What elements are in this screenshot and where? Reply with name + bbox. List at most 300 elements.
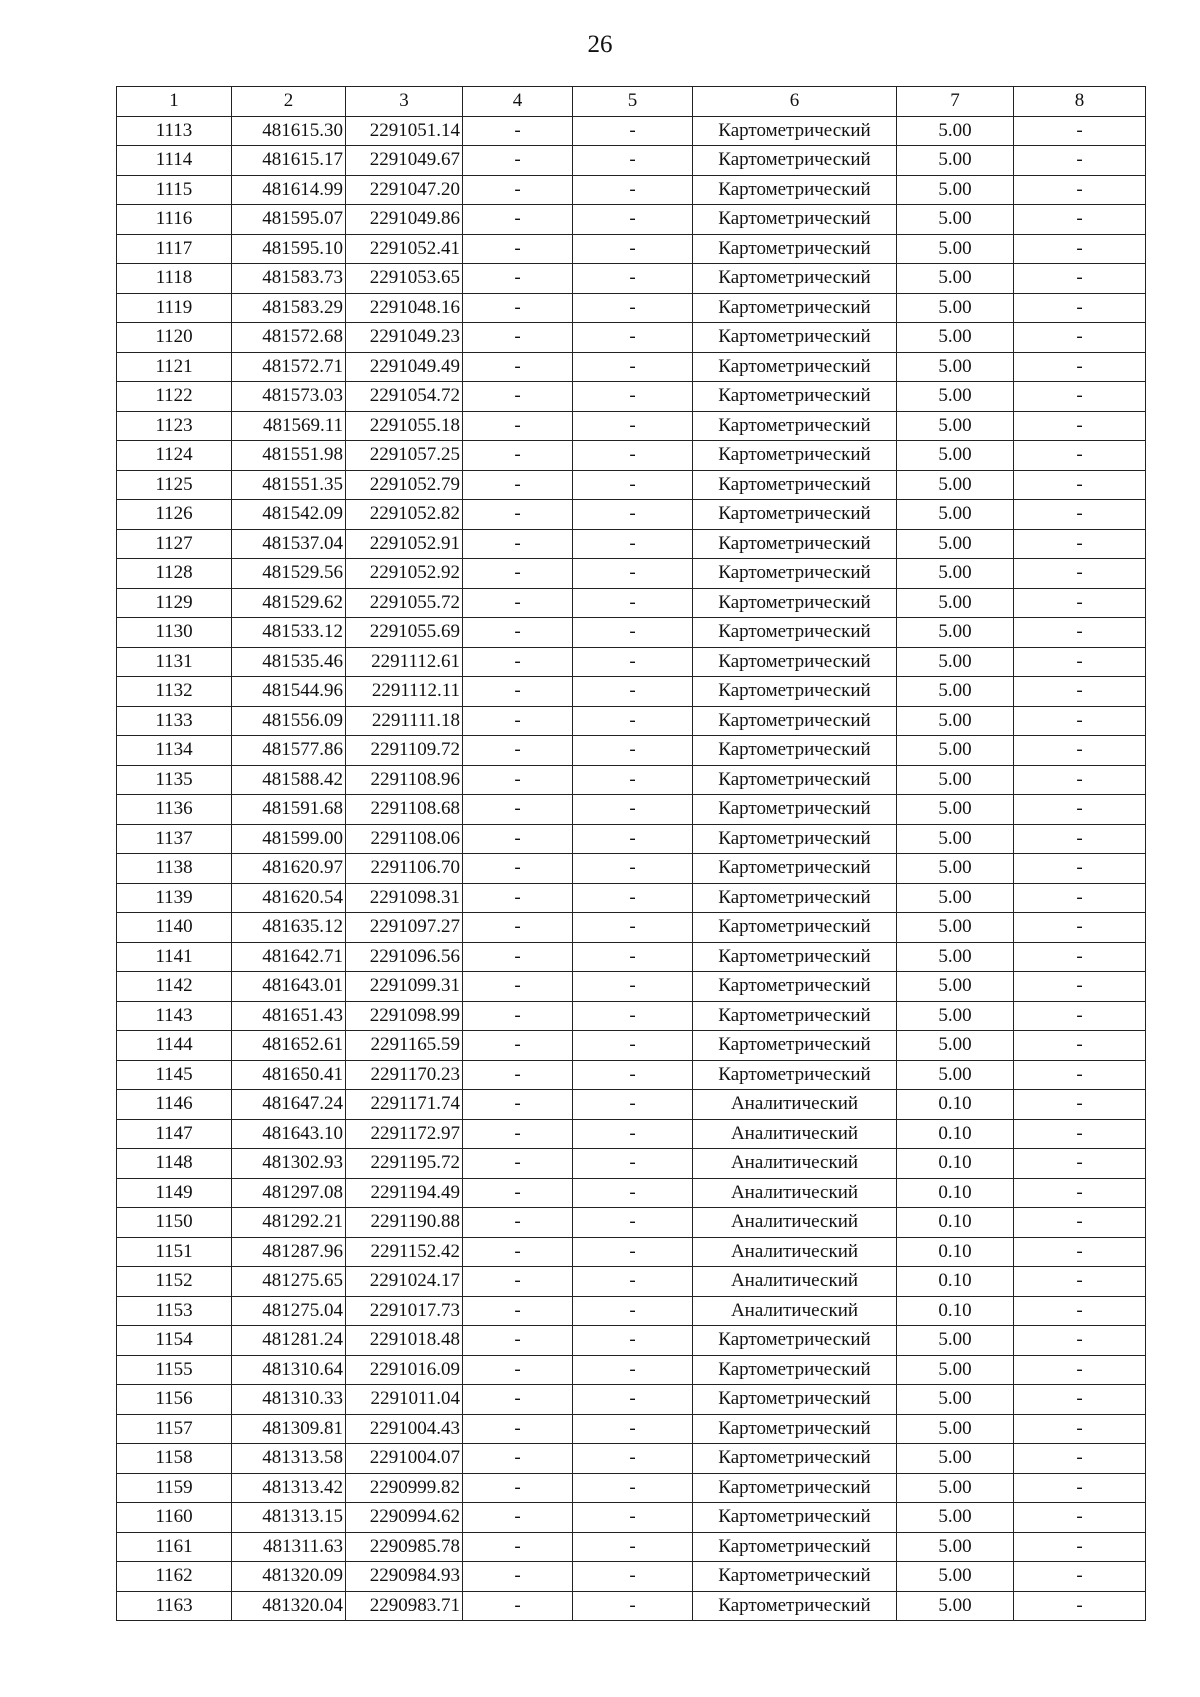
column-8-cell: -	[1014, 765, 1146, 795]
x-coordinate-cell: 481583.29	[232, 293, 346, 323]
accuracy-cell: 5.00	[897, 1001, 1014, 1031]
accuracy-cell: 5.00	[897, 500, 1014, 530]
method-cell: Картометрический	[693, 677, 897, 707]
accuracy-cell: 5.00	[897, 618, 1014, 648]
method-cell: Картометрический	[693, 1385, 897, 1415]
x-coordinate-cell: 481292.21	[232, 1208, 346, 1238]
y-coordinate-cell: 2291049.67	[346, 146, 463, 176]
x-coordinate-cell: 481643.01	[232, 972, 346, 1002]
point-number-cell: 1132	[117, 677, 232, 707]
y-coordinate-cell: 2291096.56	[346, 942, 463, 972]
column-4-cell: -	[463, 1296, 573, 1326]
table-row	[117, 1473, 1146, 1503]
method-cell: Картометрический	[693, 411, 897, 441]
table-row	[117, 795, 1146, 825]
y-coordinate-cell: 2291098.31	[346, 883, 463, 913]
table-row	[117, 1090, 1146, 1120]
column-4-cell: -	[463, 1267, 573, 1297]
method-cell: Картометрический	[693, 1591, 897, 1621]
method-cell: Картометрический	[693, 352, 897, 382]
accuracy-cell: 5.00	[897, 1385, 1014, 1415]
x-coordinate-cell: 481311.63	[232, 1532, 346, 1562]
x-coordinate-cell: 481620.97	[232, 854, 346, 884]
point-number-cell: 1122	[117, 382, 232, 412]
table-row	[117, 1031, 1146, 1061]
accuracy-cell: 5.00	[897, 175, 1014, 205]
page-number: 26	[587, 31, 613, 58]
accuracy-cell: 5.00	[897, 529, 1014, 559]
accuracy-cell: 5.00	[897, 1414, 1014, 1444]
column-5-cell: -	[573, 1562, 693, 1592]
column-5-cell: -	[573, 647, 693, 677]
y-coordinate-cell: 2291108.68	[346, 795, 463, 825]
accuracy-cell: 5.00	[897, 1562, 1014, 1592]
y-coordinate-cell: 2290984.93	[346, 1562, 463, 1592]
column-8-cell: -	[1014, 942, 1146, 972]
point-number-cell: 1130	[117, 618, 232, 648]
x-coordinate-cell: 481572.71	[232, 352, 346, 382]
accuracy-cell: 5.00	[897, 1031, 1014, 1061]
point-number-cell: 1133	[117, 706, 232, 736]
table-row	[117, 116, 1146, 146]
column-8-cell: -	[1014, 1060, 1146, 1090]
method-cell: Картометрический	[693, 1444, 897, 1474]
table-row	[117, 1208, 1146, 1238]
column-5-cell: -	[573, 795, 693, 825]
table-row	[117, 1591, 1146, 1621]
method-cell: Картометрический	[693, 1473, 897, 1503]
x-coordinate-cell: 481620.54	[232, 883, 346, 913]
point-number-cell: 1155	[117, 1355, 232, 1385]
accuracy-cell: 5.00	[897, 352, 1014, 382]
column-8-cell: -	[1014, 795, 1146, 825]
column-8-cell: -	[1014, 1267, 1146, 1297]
table-row	[117, 529, 1146, 559]
column-4-cell: -	[463, 647, 573, 677]
x-coordinate-cell: 481635.12	[232, 913, 346, 943]
column-4-cell: -	[463, 765, 573, 795]
point-number-cell: 1163	[117, 1591, 232, 1621]
table-row	[117, 146, 1146, 176]
column-5-cell: -	[573, 1355, 693, 1385]
column-4-cell: -	[463, 824, 573, 854]
column-5-cell: -	[573, 1090, 693, 1120]
column-4-cell: -	[463, 913, 573, 943]
method-cell: Аналитический	[693, 1296, 897, 1326]
y-coordinate-cell: 2291106.70	[346, 854, 463, 884]
point-number-cell: 1119	[117, 293, 232, 323]
column-8-cell: -	[1014, 972, 1146, 1002]
column-header: 1	[117, 87, 232, 117]
column-5-cell: -	[573, 116, 693, 146]
method-cell: Аналитический	[693, 1149, 897, 1179]
accuracy-cell: 5.00	[897, 441, 1014, 471]
point-number-cell: 1138	[117, 854, 232, 884]
column-5-cell: -	[573, 323, 693, 353]
column-5-cell: -	[573, 1326, 693, 1356]
column-5-cell: -	[573, 588, 693, 618]
table-row	[117, 175, 1146, 205]
column-4-cell: -	[463, 411, 573, 441]
column-4-cell: -	[463, 116, 573, 146]
x-coordinate-cell: 481650.41	[232, 1060, 346, 1090]
x-coordinate-cell: 481275.04	[232, 1296, 346, 1326]
point-number-cell: 1146	[117, 1090, 232, 1120]
column-4-cell: -	[463, 500, 573, 530]
point-number-cell: 1144	[117, 1031, 232, 1061]
x-coordinate-cell: 481320.04	[232, 1591, 346, 1621]
x-coordinate-cell: 481533.12	[232, 618, 346, 648]
accuracy-cell: 5.00	[897, 972, 1014, 1002]
accuracy-cell: 5.00	[897, 1532, 1014, 1562]
point-number-cell: 1149	[117, 1178, 232, 1208]
y-coordinate-cell: 2291004.43	[346, 1414, 463, 1444]
x-coordinate-cell: 481643.10	[232, 1119, 346, 1149]
column-5-cell: -	[573, 972, 693, 1002]
table-row	[117, 1562, 1146, 1592]
column-5-cell: -	[573, 1414, 693, 1444]
accuracy-cell: 5.00	[897, 1326, 1014, 1356]
column-8-cell: -	[1014, 706, 1146, 736]
y-coordinate-cell: 2291047.20	[346, 175, 463, 205]
column-4-cell: -	[463, 1503, 573, 1533]
column-8-cell: -	[1014, 529, 1146, 559]
x-coordinate-cell: 481537.04	[232, 529, 346, 559]
y-coordinate-cell: 2291108.06	[346, 824, 463, 854]
column-4-cell: -	[463, 883, 573, 913]
column-header: 5	[573, 87, 693, 117]
accuracy-cell: 5.00	[897, 824, 1014, 854]
column-8-cell: -	[1014, 1208, 1146, 1238]
accuracy-cell: 0.10	[897, 1237, 1014, 1267]
column-4-cell: -	[463, 146, 573, 176]
table-row	[117, 1060, 1146, 1090]
column-8-cell: -	[1014, 1296, 1146, 1326]
column-5-cell: -	[573, 293, 693, 323]
y-coordinate-cell: 2290999.82	[346, 1473, 463, 1503]
column-8-cell: -	[1014, 883, 1146, 913]
column-5-cell: -	[573, 736, 693, 766]
y-coordinate-cell: 2291049.49	[346, 352, 463, 382]
column-4-cell: -	[463, 441, 573, 471]
column-5-cell: -	[573, 1296, 693, 1326]
accuracy-cell: 5.00	[897, 913, 1014, 943]
method-cell: Аналитический	[693, 1208, 897, 1238]
accuracy-cell: 5.00	[897, 382, 1014, 412]
table-row	[117, 1385, 1146, 1415]
column-8-cell: -	[1014, 500, 1146, 530]
x-coordinate-cell: 481588.42	[232, 765, 346, 795]
column-4-cell: -	[463, 1178, 573, 1208]
x-coordinate-cell: 481642.71	[232, 942, 346, 972]
table-row	[117, 1178, 1146, 1208]
column-4-cell: -	[463, 736, 573, 766]
column-8-cell: -	[1014, 1001, 1146, 1031]
coordinates-table	[116, 86, 1146, 1621]
table-row	[117, 1237, 1146, 1267]
point-number-cell: 1128	[117, 559, 232, 589]
column-8-cell: -	[1014, 116, 1146, 146]
table-row	[117, 1296, 1146, 1326]
y-coordinate-cell: 2291054.72	[346, 382, 463, 412]
y-coordinate-cell: 2291016.09	[346, 1355, 463, 1385]
column-8-cell: -	[1014, 1444, 1146, 1474]
method-cell: Картометрический	[693, 1326, 897, 1356]
point-number-cell: 1116	[117, 205, 232, 235]
accuracy-cell: 0.10	[897, 1149, 1014, 1179]
column-4-cell: -	[463, 795, 573, 825]
column-header: 7	[897, 87, 1014, 117]
column-header: 4	[463, 87, 573, 117]
y-coordinate-cell: 2290983.71	[346, 1591, 463, 1621]
point-number-cell: 1123	[117, 411, 232, 441]
accuracy-cell: 5.00	[897, 116, 1014, 146]
column-4-cell: -	[463, 1355, 573, 1385]
point-number-cell: 1140	[117, 913, 232, 943]
accuracy-cell: 0.10	[897, 1119, 1014, 1149]
point-number-cell: 1139	[117, 883, 232, 913]
y-coordinate-cell: 2291165.59	[346, 1031, 463, 1061]
column-header: 6	[693, 87, 897, 117]
method-cell: Картометрический	[693, 559, 897, 589]
accuracy-cell: 5.00	[897, 559, 1014, 589]
accuracy-cell: 5.00	[897, 1060, 1014, 1090]
x-coordinate-cell: 481302.93	[232, 1149, 346, 1179]
method-cell: Картометрический	[693, 854, 897, 884]
x-coordinate-cell: 481313.15	[232, 1503, 346, 1533]
y-coordinate-cell: 2291111.18	[346, 706, 463, 736]
y-coordinate-cell: 2291049.23	[346, 323, 463, 353]
method-cell: Картометрический	[693, 942, 897, 972]
accuracy-cell: 5.00	[897, 1444, 1014, 1474]
point-number-cell: 1129	[117, 588, 232, 618]
column-4-cell: -	[463, 1326, 573, 1356]
table-row	[117, 1267, 1146, 1297]
accuracy-cell: 5.00	[897, 677, 1014, 707]
method-cell: Картометрический	[693, 765, 897, 795]
x-coordinate-cell: 481556.09	[232, 706, 346, 736]
point-number-cell: 1151	[117, 1237, 232, 1267]
column-4-cell: -	[463, 1591, 573, 1621]
method-cell: Картометрический	[693, 175, 897, 205]
method-cell: Аналитический	[693, 1267, 897, 1297]
table-row	[117, 942, 1146, 972]
column-5-cell: -	[573, 559, 693, 589]
accuracy-cell: 5.00	[897, 736, 1014, 766]
column-8-cell: -	[1014, 293, 1146, 323]
method-cell: Картометрический	[693, 618, 897, 648]
column-8-cell: -	[1014, 352, 1146, 382]
accuracy-cell: 5.00	[897, 264, 1014, 294]
table-row	[117, 618, 1146, 648]
column-header: 8	[1014, 87, 1146, 117]
table-row	[117, 559, 1146, 589]
x-coordinate-cell: 481287.96	[232, 1237, 346, 1267]
accuracy-cell: 0.10	[897, 1208, 1014, 1238]
column-5-cell: -	[573, 824, 693, 854]
x-coordinate-cell: 481583.73	[232, 264, 346, 294]
table-row	[117, 765, 1146, 795]
accuracy-cell: 5.00	[897, 411, 1014, 441]
column-5-cell: -	[573, 854, 693, 884]
column-5-cell: -	[573, 205, 693, 235]
y-coordinate-cell: 2291057.25	[346, 441, 463, 471]
y-coordinate-cell: 2291052.41	[346, 234, 463, 264]
point-number-cell: 1136	[117, 795, 232, 825]
column-5-cell: -	[573, 1444, 693, 1474]
accuracy-cell: 5.00	[897, 234, 1014, 264]
point-number-cell: 1125	[117, 470, 232, 500]
column-4-cell: -	[463, 1562, 573, 1592]
y-coordinate-cell: 2291171.74	[346, 1090, 463, 1120]
y-coordinate-cell: 2291051.14	[346, 116, 463, 146]
accuracy-cell: 5.00	[897, 706, 1014, 736]
column-8-cell: -	[1014, 1532, 1146, 1562]
column-5-cell: -	[573, 382, 693, 412]
column-4-cell: -	[463, 972, 573, 1002]
accuracy-cell: 5.00	[897, 1591, 1014, 1621]
x-coordinate-cell: 481551.35	[232, 470, 346, 500]
column-8-cell: -	[1014, 441, 1146, 471]
column-8-cell: -	[1014, 559, 1146, 589]
accuracy-cell: 5.00	[897, 470, 1014, 500]
accuracy-cell: 5.00	[897, 765, 1014, 795]
table-row	[117, 234, 1146, 264]
x-coordinate-cell: 481577.86	[232, 736, 346, 766]
column-5-cell: -	[573, 470, 693, 500]
column-8-cell: -	[1014, 647, 1146, 677]
accuracy-cell: 5.00	[897, 1355, 1014, 1385]
y-coordinate-cell: 2291152.42	[346, 1237, 463, 1267]
method-cell: Картометрический	[693, 1060, 897, 1090]
table-row	[117, 441, 1146, 471]
method-cell: Аналитический	[693, 1178, 897, 1208]
y-coordinate-cell: 2291055.72	[346, 588, 463, 618]
method-cell: Картометрический	[693, 1503, 897, 1533]
x-coordinate-cell: 481310.64	[232, 1355, 346, 1385]
column-4-cell: -	[463, 1149, 573, 1179]
column-8-cell: -	[1014, 1119, 1146, 1149]
accuracy-cell: 5.00	[897, 883, 1014, 913]
method-cell: Картометрический	[693, 441, 897, 471]
column-5-cell: -	[573, 1591, 693, 1621]
x-coordinate-cell: 481310.33	[232, 1385, 346, 1415]
column-8-cell: -	[1014, 1149, 1146, 1179]
column-5-cell: -	[573, 706, 693, 736]
y-coordinate-cell: 2291097.27	[346, 913, 463, 943]
x-coordinate-cell: 481275.65	[232, 1267, 346, 1297]
y-coordinate-cell: 2291099.31	[346, 972, 463, 1002]
x-coordinate-cell: 481313.58	[232, 1444, 346, 1474]
point-number-cell: 1121	[117, 352, 232, 382]
y-coordinate-cell: 2291112.11	[346, 677, 463, 707]
column-5-cell: -	[573, 1060, 693, 1090]
accuracy-cell: 5.00	[897, 588, 1014, 618]
table-row	[117, 854, 1146, 884]
table-row	[117, 1532, 1146, 1562]
accuracy-cell: 5.00	[897, 323, 1014, 353]
accuracy-cell: 0.10	[897, 1178, 1014, 1208]
column-8-cell: -	[1014, 470, 1146, 500]
method-cell: Картометрический	[693, 293, 897, 323]
accuracy-cell: 0.10	[897, 1296, 1014, 1326]
point-number-cell: 1142	[117, 972, 232, 1002]
column-5-cell: -	[573, 765, 693, 795]
column-4-cell: -	[463, 559, 573, 589]
column-5-cell: -	[573, 1267, 693, 1297]
y-coordinate-cell: 2290985.78	[346, 1532, 463, 1562]
x-coordinate-cell: 481652.61	[232, 1031, 346, 1061]
x-coordinate-cell: 481281.24	[232, 1326, 346, 1356]
table-row	[117, 647, 1146, 677]
x-coordinate-cell: 481529.56	[232, 559, 346, 589]
method-cell: Картометрический	[693, 323, 897, 353]
column-5-cell: -	[573, 618, 693, 648]
table-row	[117, 500, 1146, 530]
x-coordinate-cell: 481595.07	[232, 205, 346, 235]
column-4-cell: -	[463, 1090, 573, 1120]
point-number-cell: 1118	[117, 264, 232, 294]
column-8-cell: -	[1014, 1385, 1146, 1415]
method-cell: Картометрический	[693, 883, 897, 913]
table-row	[117, 736, 1146, 766]
x-coordinate-cell: 481569.11	[232, 411, 346, 441]
y-coordinate-cell: 2291011.04	[346, 1385, 463, 1415]
column-5-cell: -	[573, 677, 693, 707]
column-8-cell: -	[1014, 1355, 1146, 1385]
column-4-cell: -	[463, 1208, 573, 1238]
column-4-cell: -	[463, 706, 573, 736]
column-4-cell: -	[463, 352, 573, 382]
table-row	[117, 1149, 1146, 1179]
y-coordinate-cell: 2291052.91	[346, 529, 463, 559]
point-number-cell: 1157	[117, 1414, 232, 1444]
accuracy-cell: 5.00	[897, 146, 1014, 176]
x-coordinate-cell: 481313.42	[232, 1473, 346, 1503]
column-5-cell: -	[573, 352, 693, 382]
point-number-cell: 1158	[117, 1444, 232, 1474]
x-coordinate-cell: 481572.68	[232, 323, 346, 353]
y-coordinate-cell: 2291017.73	[346, 1296, 463, 1326]
y-coordinate-cell: 2291049.86	[346, 205, 463, 235]
column-5-cell: -	[573, 913, 693, 943]
point-number-cell: 1160	[117, 1503, 232, 1533]
column-8-cell: -	[1014, 146, 1146, 176]
accuracy-cell: 0.10	[897, 1267, 1014, 1297]
column-8-cell: -	[1014, 618, 1146, 648]
column-header: 2	[232, 87, 346, 117]
y-coordinate-cell: 2291052.79	[346, 470, 463, 500]
column-5-cell: -	[573, 1385, 693, 1415]
point-number-cell: 1134	[117, 736, 232, 766]
column-8-cell: -	[1014, 736, 1146, 766]
y-coordinate-cell: 2290994.62	[346, 1503, 463, 1533]
column-8-cell: -	[1014, 205, 1146, 235]
x-coordinate-cell: 481529.62	[232, 588, 346, 618]
column-8-cell: -	[1014, 1562, 1146, 1592]
point-number-cell: 1113	[117, 116, 232, 146]
column-8-cell: -	[1014, 264, 1146, 294]
column-5-cell: -	[573, 529, 693, 559]
table-row	[117, 588, 1146, 618]
column-5-cell: -	[573, 1503, 693, 1533]
point-number-cell: 1152	[117, 1267, 232, 1297]
accuracy-cell: 5.00	[897, 795, 1014, 825]
x-coordinate-cell: 481615.17	[232, 146, 346, 176]
column-8-cell: -	[1014, 854, 1146, 884]
x-coordinate-cell: 481542.09	[232, 500, 346, 530]
method-cell: Картометрический	[693, 1355, 897, 1385]
